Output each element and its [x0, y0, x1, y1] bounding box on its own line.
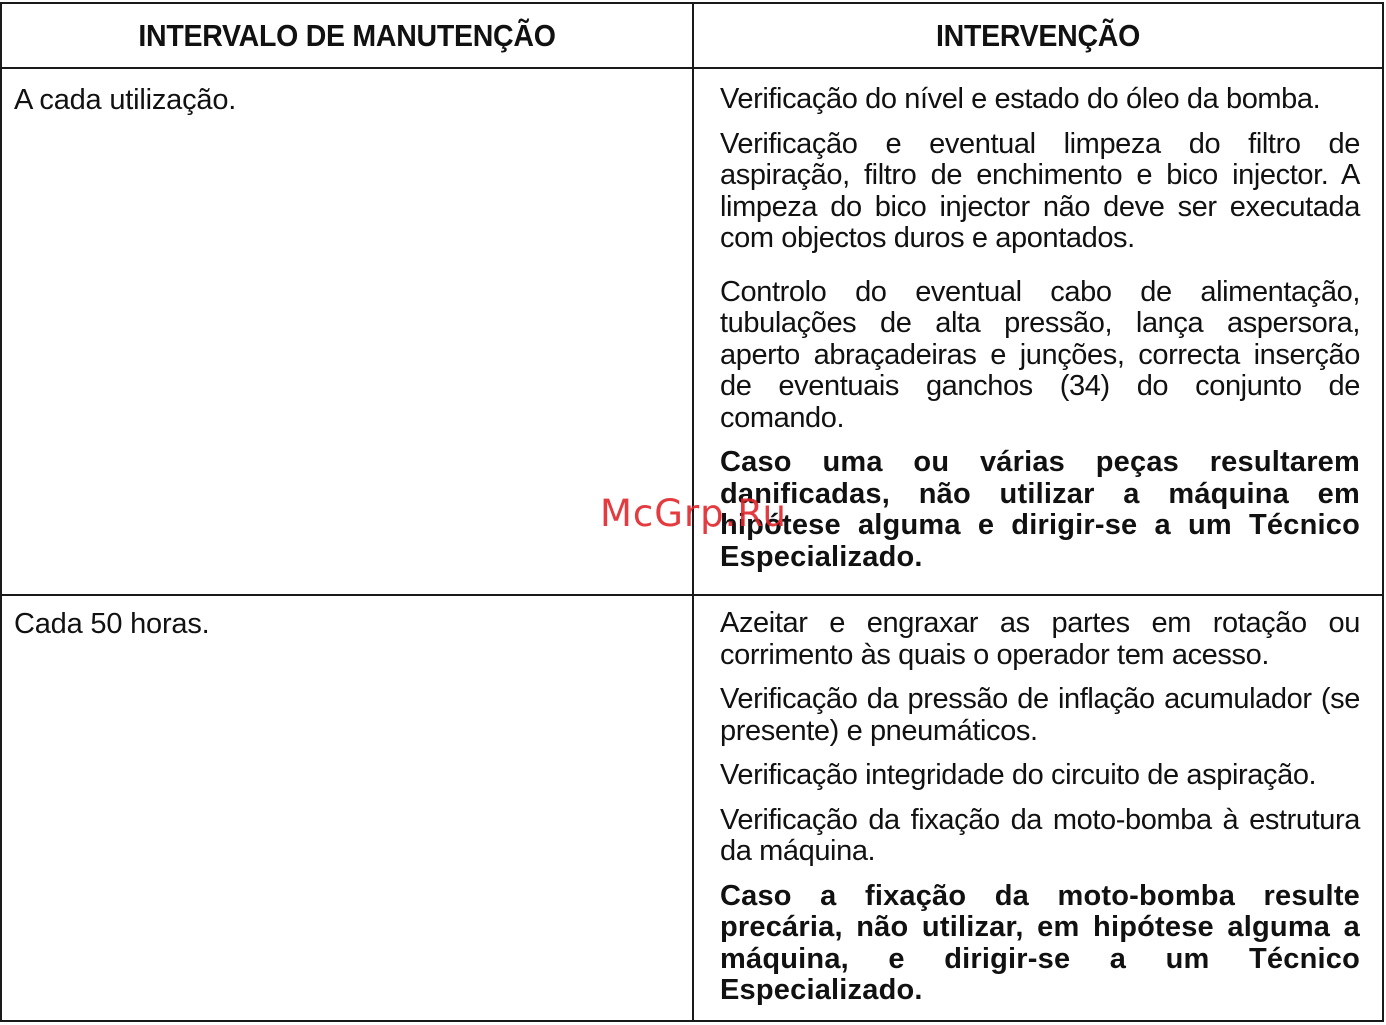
header-divider: [2, 67, 1382, 69]
row-2-item-4: Verificação da fixação da moto-bomba à estrutura da máquina.: [720, 803, 1360, 867]
row-2-item-1: Azeitar e engraxar as partes em rotação ou corrimento às quais o operador tem acesso.: [720, 607, 1360, 671]
row-2-item-3: Verificação integridade do circuito de aspiração.: [720, 759, 1317, 791]
row-1-item-3: Controlo do eventual cabo de alimentação, tubulações de alta pressão, lança aspersora, aperto abraçadeiras e junções, correcta inserção de eventuais ganchos (34) do conjunto de comando.: [720, 275, 1360, 434]
row-1-item-2: Verificação e eventual limpeza do filtro de aspiração, filtro de enchimento e bico injector. A limpeza do bico injector não deve ser executada com objectos duros e apontados.: [720, 127, 1360, 254]
header-intervention: INTERVENÇÃO: [935, 17, 1141, 53]
header-interval: INTERVALO DE MANUTENÇÃO: [138, 17, 556, 53]
row-2-item-2: Verificação da pressão de inflação acumulador (se presente) e pneumáticos.: [720, 683, 1360, 747]
row-2-interval: Cada 50 horas.: [14, 608, 210, 640]
watermark-text: McGrp.Ru: [600, 492, 787, 535]
row-divider: [2, 594, 1382, 596]
row-1-interventions: [720, 84, 1360, 586]
row-1-warning: Caso uma ou várias peças resultarem danificadas, não utilizar a máquina em hipótese alguma e dirigir-se a um Técnico Especializado.: [720, 446, 1360, 573]
row-2-warning: Caso a fixação da moto-bomba resulte precária, não utilizar, em hipótese alguma a máquina, e dirigir-se a um Técnico Especializado.: [720, 879, 1360, 1006]
row-1-item-1: Verificação do nível e estado do óleo da bomba.: [720, 83, 1321, 115]
row-2-interventions: [720, 608, 1360, 1020]
row-1-interval: A cada utilização.: [14, 84, 237, 116]
